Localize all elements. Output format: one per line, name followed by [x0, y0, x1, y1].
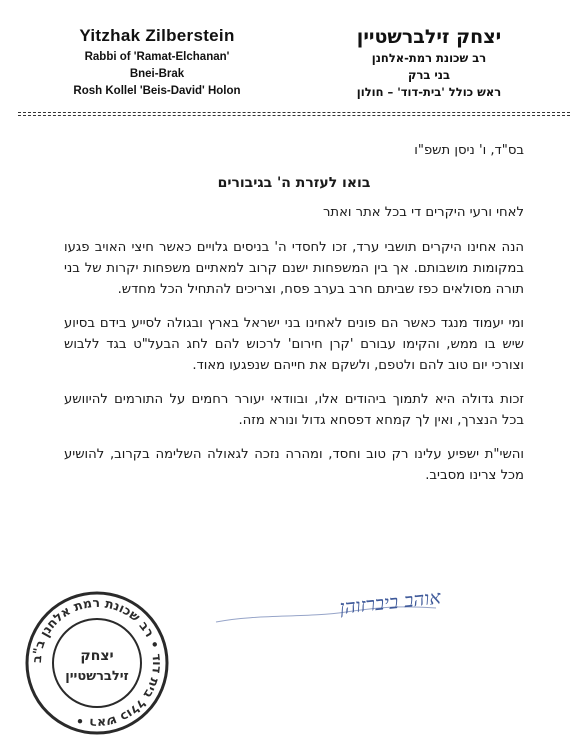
letter-paragraph-3: זכות גדולה היא לתמוך ביהודים אלו, ובוודאי יעורר רחמים על התורמים להיוושע בכל הנצרך, ואין לך קמחא דפסחא גדול ונורא מזה. [64, 392, 524, 428]
letterhead-english-line2: Bnei-Brak [129, 68, 185, 80]
rabbinical-stamp [22, 588, 172, 738]
rabbi-name-english: Yitzhak Zilberstein [79, 26, 235, 45]
letterhead-english-line3: Rosh Kollel 'Beis-David' Holon [73, 85, 241, 97]
letterhead-english-line1: Rabbi of 'Ramat-Elchanan' [84, 51, 230, 63]
letter-body [64, 140, 524, 499]
letterhead-hebrew-line3: ראש כולל 'בית-דוד' – חולון [356, 85, 502, 99]
letterhead-divider-top [18, 112, 570, 113]
letterhead-divider-bottom [18, 115, 570, 116]
letter-paragraph-1: הנה אחינו היקרים תושבי ערד, זכו לחסדי ה' בניסים גלויים כאשר חיצי האויב פגעו במקומות מושבותם. אך בין המשפחות ישנם קרוב למאתיים משפחות יקרות של בני תורה מסולאים כפז שביתם חרב בערב פסח, וצריכים להתחיל הכל מחדש. [64, 240, 524, 297]
letter-paragraph-4: והשי"ת ישפיע עלינו רק טוב וחסד, ומהרה נזכה לגאולה השלימה בקרוב, להושיע מכל צרינו מסביב. [64, 447, 524, 483]
signature-text: אוהב ביברזוהן [338, 586, 442, 619]
letter-greeting: לאחי ורעי היקרים די בכל אתר ואתר [322, 205, 524, 220]
letter-date: בס"ד, ו' ניסן תשפ"ו [414, 143, 524, 158]
stamp-center-line2: זילברשטיין [65, 669, 129, 684]
letterhead-hebrew-line1: רב שכונת רמת-אלחנן [371, 51, 487, 65]
letter-paragraph-2: ומי יעמוד מנגד כאשר הם פונים לאחינו בני ישראל בארץ ובגולה לסייע בידם בסיוע שיש בו ממש, והקימו עבורם 'קרן חירום' לרכוש להם לחג הבעל"ט בגד ללבוש וצורכי יום טוב להם ולטפם, ולשקם את חייהם שנפגעו מאוד. [64, 316, 524, 373]
handwritten-signature [196, 578, 446, 638]
stamp-center-line1: יצחק [80, 648, 114, 664]
letterhead [0, 26, 588, 112]
letterhead-hebrew [314, 26, 544, 101]
letterhead-hebrew-line2: בני ברק [407, 68, 451, 82]
stamp-ring-text: ראש כולל בית דוד • רב שכונת רמת אלחנן ב"ב • [28, 594, 166, 732]
rabbi-name-hebrew: יצחק זילברשטיין [356, 26, 502, 48]
letterhead-english [52, 26, 262, 100]
letter-heading: בואו לעזרת ה' בגיבורים [217, 175, 371, 191]
